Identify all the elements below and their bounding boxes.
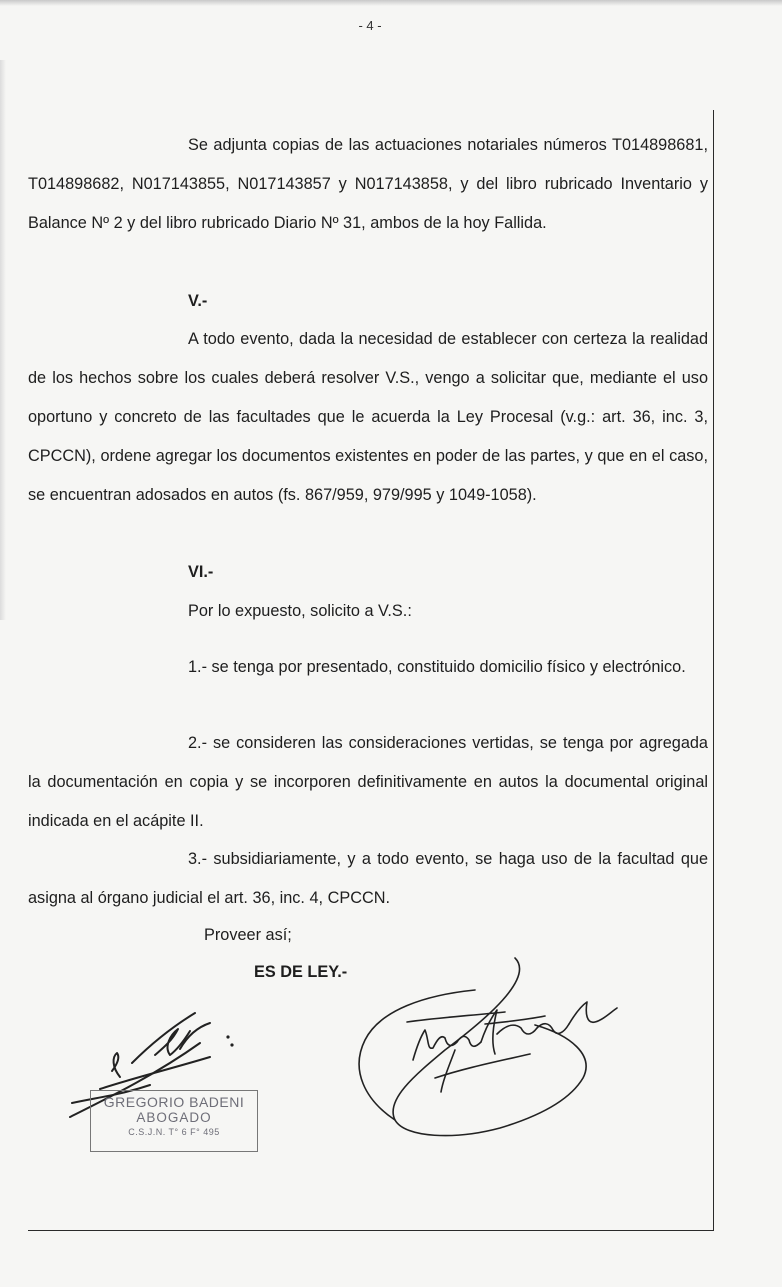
- bottom-margin-line: [28, 1230, 714, 1231]
- proveer-text: Proveer así;: [204, 926, 292, 944]
- section-heading-vi: VI.-: [188, 563, 214, 581]
- right-margin-line: [713, 110, 714, 1230]
- stamp-role: ABOGADO: [136, 1110, 212, 1125]
- lawyer-stamp: [90, 1090, 258, 1152]
- section-heading-v: V.-: [188, 292, 208, 310]
- petition-item-1: 1.- se tenga por presentado, constituido domicilio físico y electrónico.: [188, 658, 686, 676]
- second-signature: [325, 950, 655, 1145]
- petition-item-3: 3.- subsidiariamente, y a todo evento, se haga uso de la facultad que asigna al órgano judicial el art. 36, inc. 4, CPCCN.: [28, 850, 708, 907]
- paragraph-summary: Por lo expuesto, solicito a V.S.:: [188, 602, 412, 620]
- scan-left-edge: [0, 60, 6, 620]
- closing-formula: ES DE LEY.-: [254, 963, 348, 981]
- stamp-name: GREGORIO BADENI: [103, 1094, 245, 1110]
- petition-item-2: 2.- se consideren las consideraciones vertidas, se tenga por agregada la documentación en copia y se incorporen definitivamente en autos la documental original indicada en el acápite II.: [28, 734, 708, 830]
- stamp-registration: C.S.J.N. T° 6 F° 495: [128, 1127, 220, 1137]
- page-number: - 4 -: [358, 18, 382, 33]
- paragraph-attachments: Se adjunta copias de las actuaciones notariales números T014898681, T014898682, N017143855, N017143857 y N017143858, y del libro rubricado Inventario y Balance Nº 2 y del libro rubricado Diario Nº 31, ambos de la hoy Fallida.: [28, 136, 708, 232]
- scan-top-shadow: [0, 0, 782, 6]
- paragraph-request: A todo evento, dada la necesidad de establecer con certeza la realidad de los hechos sobre los cuales deberá resolver V.S., vengo a solicitar que, mediante el uso oportuno y concreto de las facultades que le acuerda la Ley Procesal (v.g.: art. 36, inc. 3, CPCCN), ordene agregar los documentos existentes en poder de las partes, y que en el caso, se encuentran adosados en autos (fs. 867/959, 979/995 y 1049-1058).: [28, 330, 708, 504]
